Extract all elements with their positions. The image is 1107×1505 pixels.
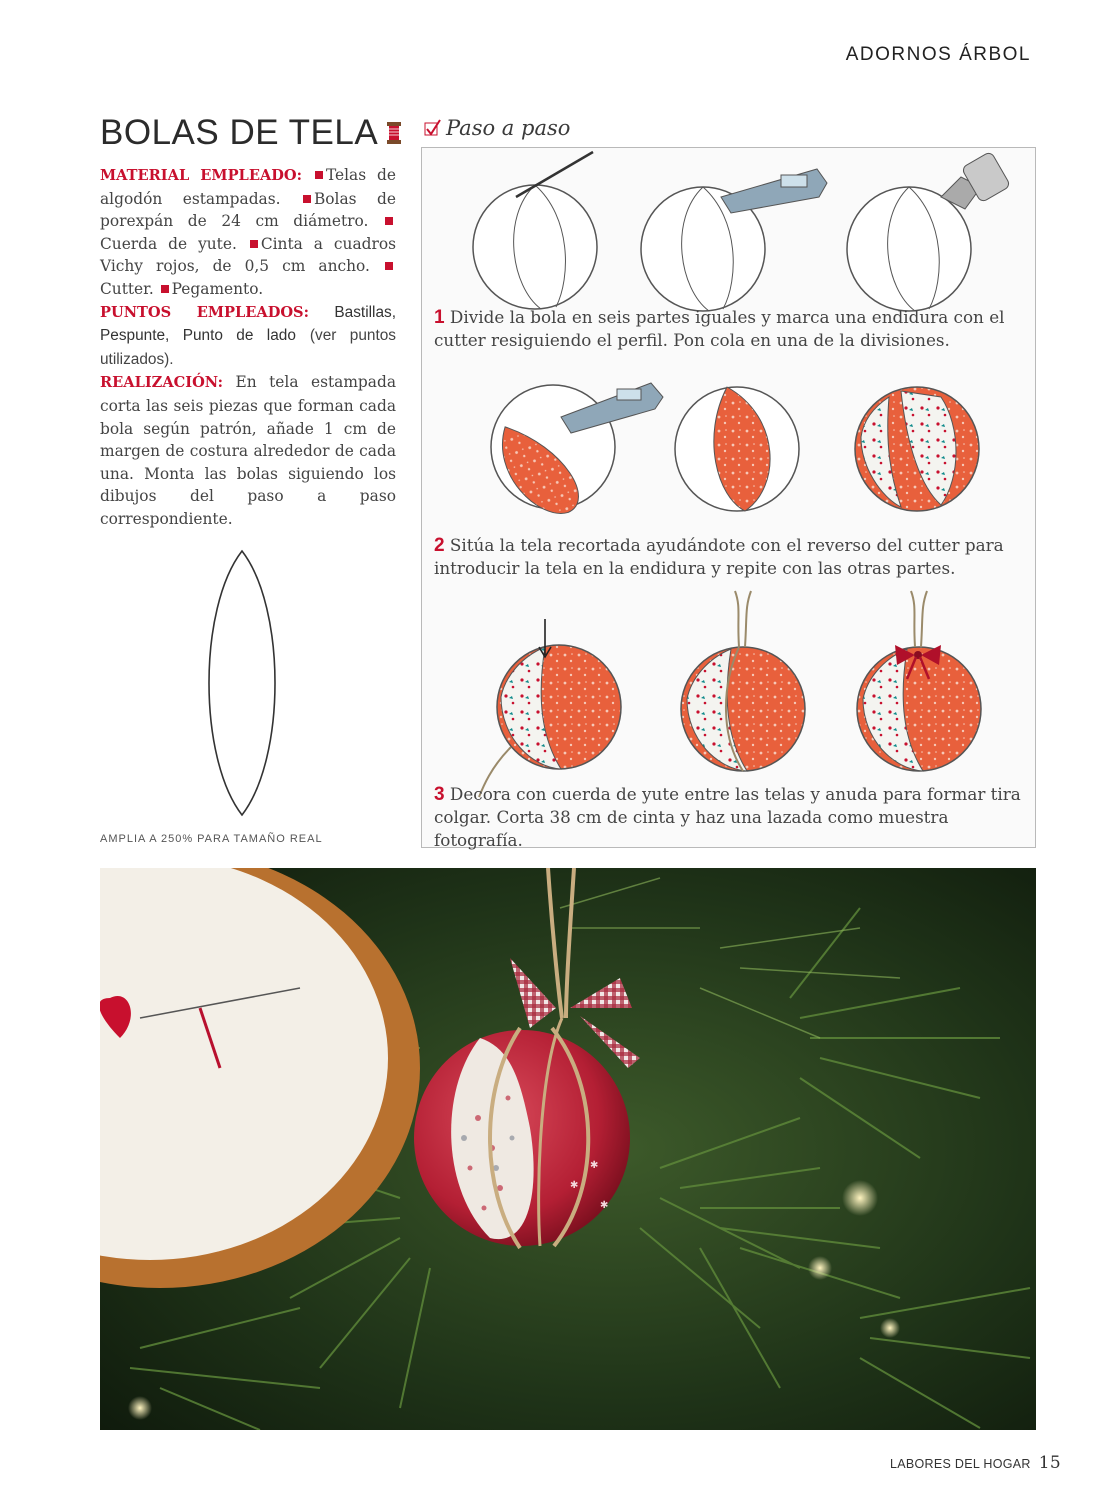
material-item: Telas de algodón estampadas. [100,166,397,208]
bullet-icon [385,217,393,225]
steps-heading-text: Paso a paso [446,116,571,140]
thread-spool-icon [386,121,402,145]
puntos-label: PUNTOS EMPLEADOS: [100,303,309,321]
svg-text:✱: ✱ [570,1180,579,1191]
step3-ball-hanging [681,591,805,771]
instructions-column [100,164,396,531]
material-item: Pegamento. [171,279,264,298]
bullet-icon [315,171,323,179]
step1-ball-marking [473,152,597,309]
step-text: Sitúa la tela recortada ayudándote con el reverso del cutter para introducir la tela en la endidura y repite con las otras partes. [434,535,1004,578]
material-item: Cuerda de yute. [100,234,237,253]
page-number: 15 [1038,1453,1061,1473]
pattern-piece [198,548,288,818]
magazine-name: LABORES DEL HOGAR [889,1457,1031,1471]
step-number: 1 [434,307,445,328]
realizacion-paragraph [100,371,396,530]
ornament-photo [100,868,1036,1430]
page-title-text: BOLAS DE TELA [100,113,379,152]
page-footer [890,1453,1061,1473]
step-text: Decora con cuerda de yute entre las telas y anuda para formar tira colgar. Corta 38 cm de cinta y haz una lazada como muestra fotografía. [434,784,1021,850]
material-item: Cutter. [100,279,154,298]
step2-ball-panels [855,387,979,511]
bullet-icon [385,262,393,270]
puntos-note: (ver puntos utilizados). [100,327,396,368]
material-item: Cinta a cuadros Vichy rojos, de 0,5 cm ancho. [100,234,396,276]
bullet-icon [250,240,258,248]
bullet-icon [161,285,169,293]
pattern-caption: AMPLIA A 250% PARA TAMAÑO REAL [100,833,323,845]
step3-ball-bow [857,591,981,771]
svg-text:✱: ✱ [600,1200,609,1211]
realizacion-text: En tela estampada corta las seis piezas que forman cada bola según patrón, añade 1 cm de margen de costura alrededor de cada una. Monta las bolas siguiendo los dibujos del paso a paso correspondiente. [100,373,396,528]
step-2 [434,534,1026,580]
puntos-value: Bastillas, Pespunte, Punto de lado [100,303,396,345]
step-1 [434,306,1026,352]
step1-ball-cutter [641,169,827,311]
glue-bottle-icon [941,151,1011,209]
cutter-icon [721,169,827,213]
material-label: MATERIAL EMPLEADO: [100,167,303,184]
step1-ball-glue [847,151,1011,311]
step-3 [434,783,1026,852]
steps-illustrations [421,147,1034,846]
checkmark-icon [424,118,442,138]
step3-ball-cord [479,619,621,797]
material-paragraph [100,164,396,301]
material-item: Bolas de porexpán de 24 cm diámetro. [100,189,396,231]
step2-ball-one-panel [675,387,799,511]
steps-heading [424,116,570,140]
bullet-icon [303,195,311,203]
page-title [100,113,402,153]
section-label: ADORNOS ÁRBOL [845,44,1031,65]
step-number: 2 [434,535,445,556]
step-text: Divide la bola en seis partes iguales y marca una endidura con el cutter resiguiendo el perfil. Pon cola en una de la divisiones. [434,307,1005,350]
step2-ball-insert [491,383,663,527]
realizacion-label: REALIZACIÓN: [100,374,223,392]
svg-text:✱: ✱ [590,1160,599,1171]
puntos-paragraph [100,301,396,372]
step-number: 3 [434,784,445,805]
